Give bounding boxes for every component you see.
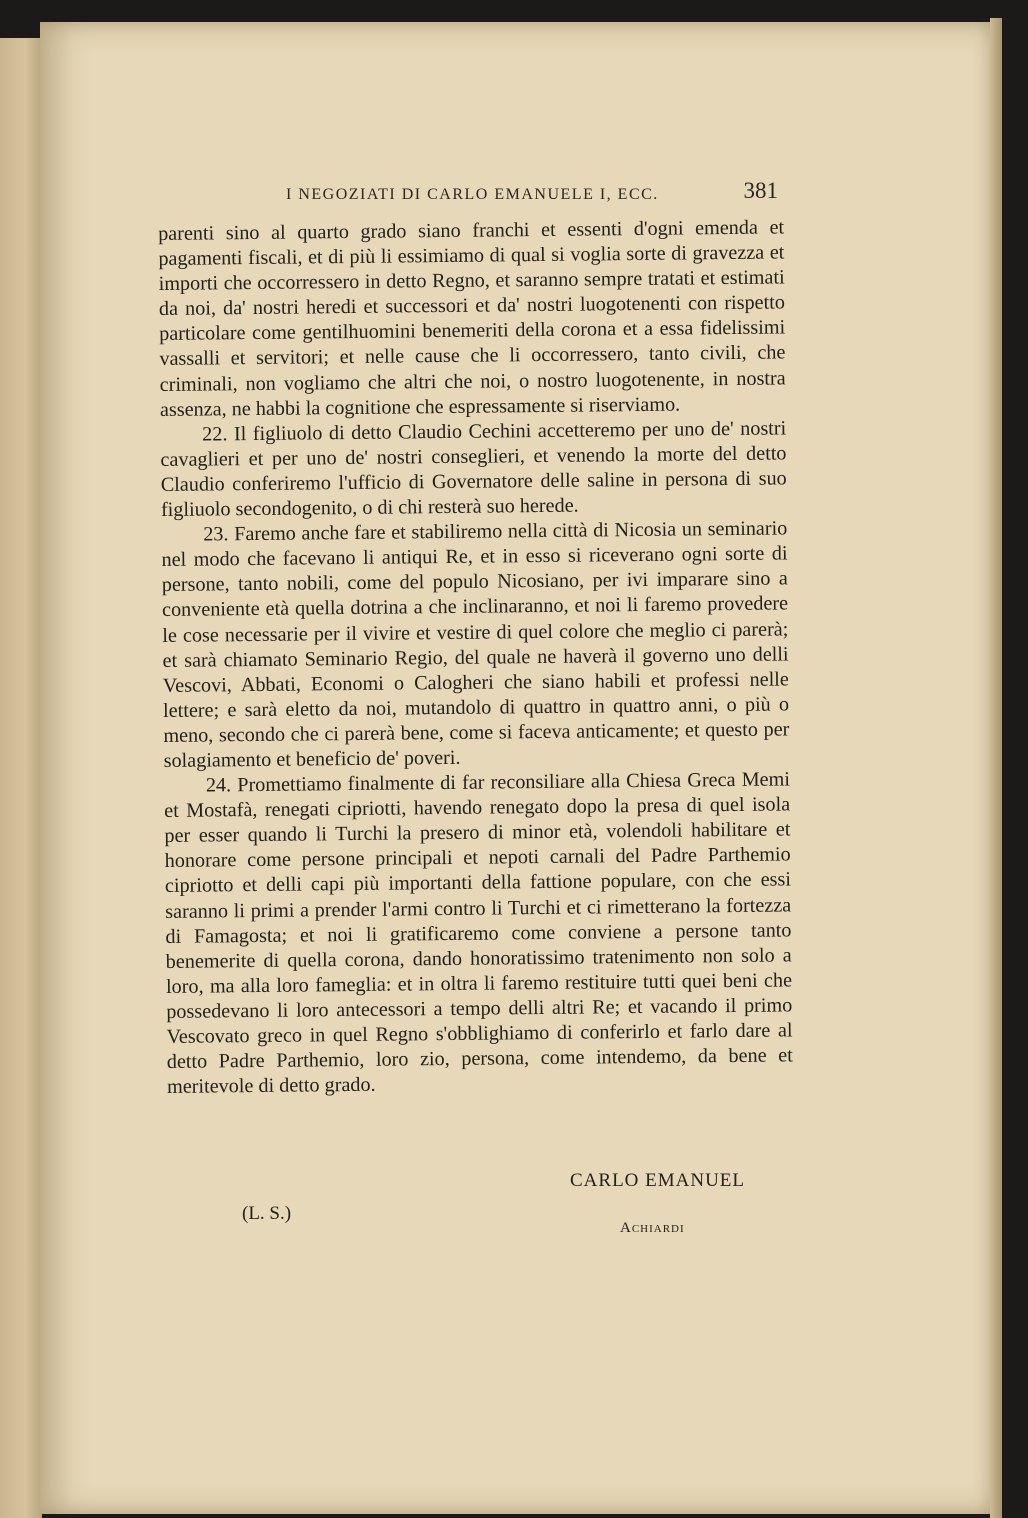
paragraph-24: 24. Promettiamo finalmente di far reconsiliare alla Chiesa Greca Memi et Mostafà, renegati cipriotti, havendo renegato dopo la presa di quel isola per esser quando li Turchi la presero di minor età, volendoli habilitare et honorare come persone principali et nepoti carnali del Padre Parthemio cipriotto et delli capi più importanti della fattione populare, con che essi saranno li primi a prender l'armi contro li Turchi et ci rimetterano la fortezza di Famagosta; et noi li gratificaremo come conviene a persone tanto benemerite di quella corona, dando honoratissimo tratenimento non solo a loro, ma alla loro fameglia: et in oltra li faremo restituire tutti quei beni che possedevano li loro antecessori a tempo delli altri Re; et vacando il primo Vescovato greco in quel Regno s'obblighiamo di conferirlo et farlo dare al detto Padre Parthemio, loro zio, persona, come intendemo, da bene et meritevole di detto grado. [164,768,793,1099]
body-text [158,215,793,1100]
page-number: 381 [743,178,778,203]
paragraph-continuation: parenti sino al quarto grado siano franchi et essenti d'ogni emenda et pagamenti fiscali, et di più li essimiamo di qual si voglia sorte di gravezza et importi che occorressero in detto Regno, et saranno sempre tratati et estimati da noi, da' nostri heredi et successori et da' nostri luogotenenti con rispetto particolare come gentilhuomini benemeriti della corona et a essa fidelissimi vassalli et servitori; et nelle cause che li occorressero, tanto civili, che criminali, non vogliamo che altri che noi, o nostro luogotenente, in nostra assenza, ne habbi la cognitione che espressamente si riserviamo. [158,216,786,421]
page-header [118,168,798,208]
paragraph-23: 23. Faremo anche fare et stabiliremo nella città di Nicosia un seminario nel modo che facevano li antiqui Re, et in esso si riceverano ogni sorte di persone, tanto nobili, come del populo Nicosiano, per ivi imparare sino a conveniente età quella dotrina a che inclinaranno, et noi li faremo provedere le cose necessarie per il vivire et vestire di quel colore che meglio ci parerà; et sarà chiamato Seminario Regio, del quale ne haverà il governo uno delli Vescovi, Abbati, Economi o Calogheri che siano habili et professi nelle lettere; e sarà eletto da noi, mutandolo di quattro in quattro anni, o più o meno, secondo che ci parerà bene, come si faceva anticamente; et questo per solagiamento et beneficio de' poveri. [161,517,790,772]
countersignature: Achiardi [620,1220,685,1236]
paragraph-22: 22. Il figliuolo di detto Claudio Cechini accetteremo per uno de' nostri cavaglieri et per uno de' nostri conseglieri, et venendo la morte del detto Claudio conferiremo l'ufficio di Governatore delle saline in persona di suo figliuolo secondogenito, o di chi resterà suo herede. [160,417,787,522]
running-title: I NEGOZIATI DI CARLO EMANUELE I, ECC. [286,186,659,203]
signature: CARLO EMANUEL [570,1170,746,1191]
facing-page-edge [0,38,42,1518]
seal-mark: (L. S.) [242,1203,292,1224]
page-edge [990,18,1002,1518]
